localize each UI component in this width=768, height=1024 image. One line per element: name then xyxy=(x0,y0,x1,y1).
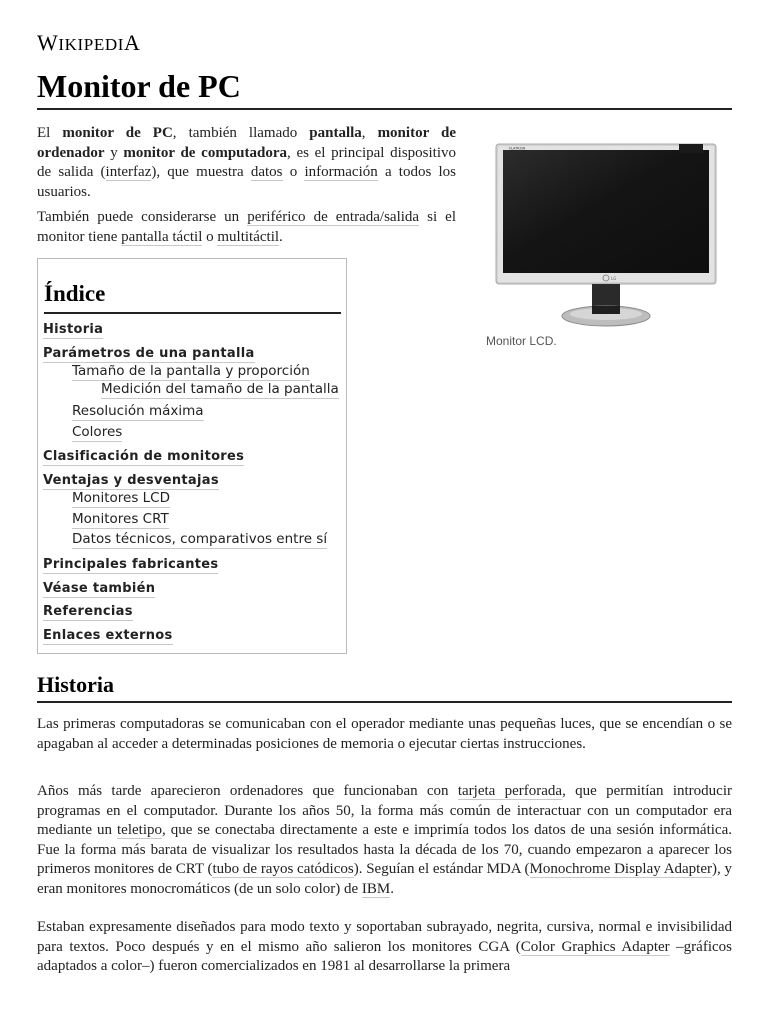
section-heading-historia: Historia xyxy=(37,672,114,697)
page-title: Monitor de PC xyxy=(37,68,241,104)
toc-link[interactable]: Principales fabricantes xyxy=(43,557,219,572)
article-link[interactable]: datos xyxy=(250,164,283,180)
toc-link[interactable]: Resolución máxima xyxy=(72,403,204,419)
historia-paragraph-2: Años más tarde aparecieron ordenadores que funcionaban con tarjeta perforada, que permitían introducir programas en el computador. Durante los años 50, la forma más común de interactuar con un computador era mediante un teletipo, que se conectaba directamente a este e imprimía todos los datos de una sesión informática. Fue la forma más barata de visualizar los resultados hasta la década de los 70, cuando empezaron a aparecer los primeros monitores de CRT (tubo de rayos catódicos). Seguían el estándar MDA (Monochrome Display Adapter), y eran monitores monocromáticos (de un solo color) de IBM. xyxy=(37,783,732,897)
toc-link[interactable]: Datos técnicos, comparativos entre sí xyxy=(72,531,328,547)
wikipedia-wordmark[interactable]: WIKIPEDIA xyxy=(37,30,141,55)
bold-term: monitor de computadora xyxy=(123,144,287,161)
toc-link[interactable]: Monitores LCD xyxy=(72,490,170,506)
toc-link[interactable]: Medición del tamaño de la pantalla xyxy=(101,381,339,397)
historia-paragraph-1: Las primeras computadoras se comunicaban con el operador mediante unas pequeñas luces, que se encendían o se apagaban al acceder a determinadas posiciones de memoria o ejecutar ciertas instrucciones. xyxy=(37,716,732,752)
table-of-contents xyxy=(37,258,347,654)
article-link[interactable]: tubo de rayos catódicos xyxy=(212,861,354,877)
toc-divider xyxy=(44,312,341,314)
toc-title: Índice xyxy=(44,281,106,306)
article-link[interactable]: IBM xyxy=(361,880,391,897)
bold-term: pantalla xyxy=(309,125,362,141)
bold-term: monitor de ordenador xyxy=(37,125,456,161)
lead-paragraph-2: También puede considerarse un periférico de entrada/salida si el monitor tiene pantalla táctil o multitáctil. xyxy=(37,209,456,245)
lead-paragraph-1: El monitor de PC, también llamado pantalla, monitor de ordenador y monitor de computadora, es el principal dispositivo de salida (interfaz), que muestra datos o información a todos los usuarios. xyxy=(37,125,457,200)
article-link[interactable]: Monochrome Display Adapter xyxy=(529,861,712,877)
toc-link[interactable]: Referencias xyxy=(43,604,133,619)
figure-caption: Monitor LCD. xyxy=(486,334,557,348)
article-link[interactable]: interfaz xyxy=(105,164,152,180)
toc-link[interactable]: Clasificación de monitores xyxy=(43,449,245,464)
toc-link[interactable]: Historia xyxy=(43,322,104,337)
brand-label: LG xyxy=(611,276,617,281)
article-link[interactable]: tarjeta perforada xyxy=(457,783,563,799)
toc-link[interactable]: Ventajas y desventajas xyxy=(43,473,219,488)
article-link[interactable]: pantalla táctil xyxy=(121,228,203,245)
section-divider xyxy=(37,701,732,703)
article-link[interactable]: periférico de entrada/salida xyxy=(247,209,420,225)
toc-link[interactable]: Enlaces externos xyxy=(43,628,173,643)
toc-link[interactable]: Monitores CRT xyxy=(72,511,169,527)
article-link[interactable]: teletipo xyxy=(117,822,162,838)
toc-link[interactable]: Colores xyxy=(72,424,123,440)
historia-paragraph-3: Estaban expresamente diseñados para modo texto y soportaban subrayado, negrita, cursiva, normal e invisibilidad para textos. Poco después y en el mismo año salieron los monitores CGA (Color Graphics Adapter –gráficos adaptados a color–) fueron comercializados en 1981 al desarrollarse la primera xyxy=(37,919,732,974)
article-link[interactable]: información xyxy=(304,164,378,180)
bold-term: monitor de PC xyxy=(62,125,173,141)
toc-link[interactable]: Tamaño de la pantalla y proporción xyxy=(72,363,310,379)
lcd-monitor-photo[interactable] xyxy=(485,136,732,352)
article-link[interactable]: multitáctil xyxy=(217,228,280,245)
title-divider xyxy=(37,108,732,110)
article-link[interactable]: Color Graphics Adapter xyxy=(520,938,670,955)
toc-link[interactable]: Parámetros de una pantalla xyxy=(43,346,255,361)
bezel-label: FLATRON xyxy=(509,146,526,151)
toc-link[interactable]: Véase también xyxy=(43,581,156,596)
